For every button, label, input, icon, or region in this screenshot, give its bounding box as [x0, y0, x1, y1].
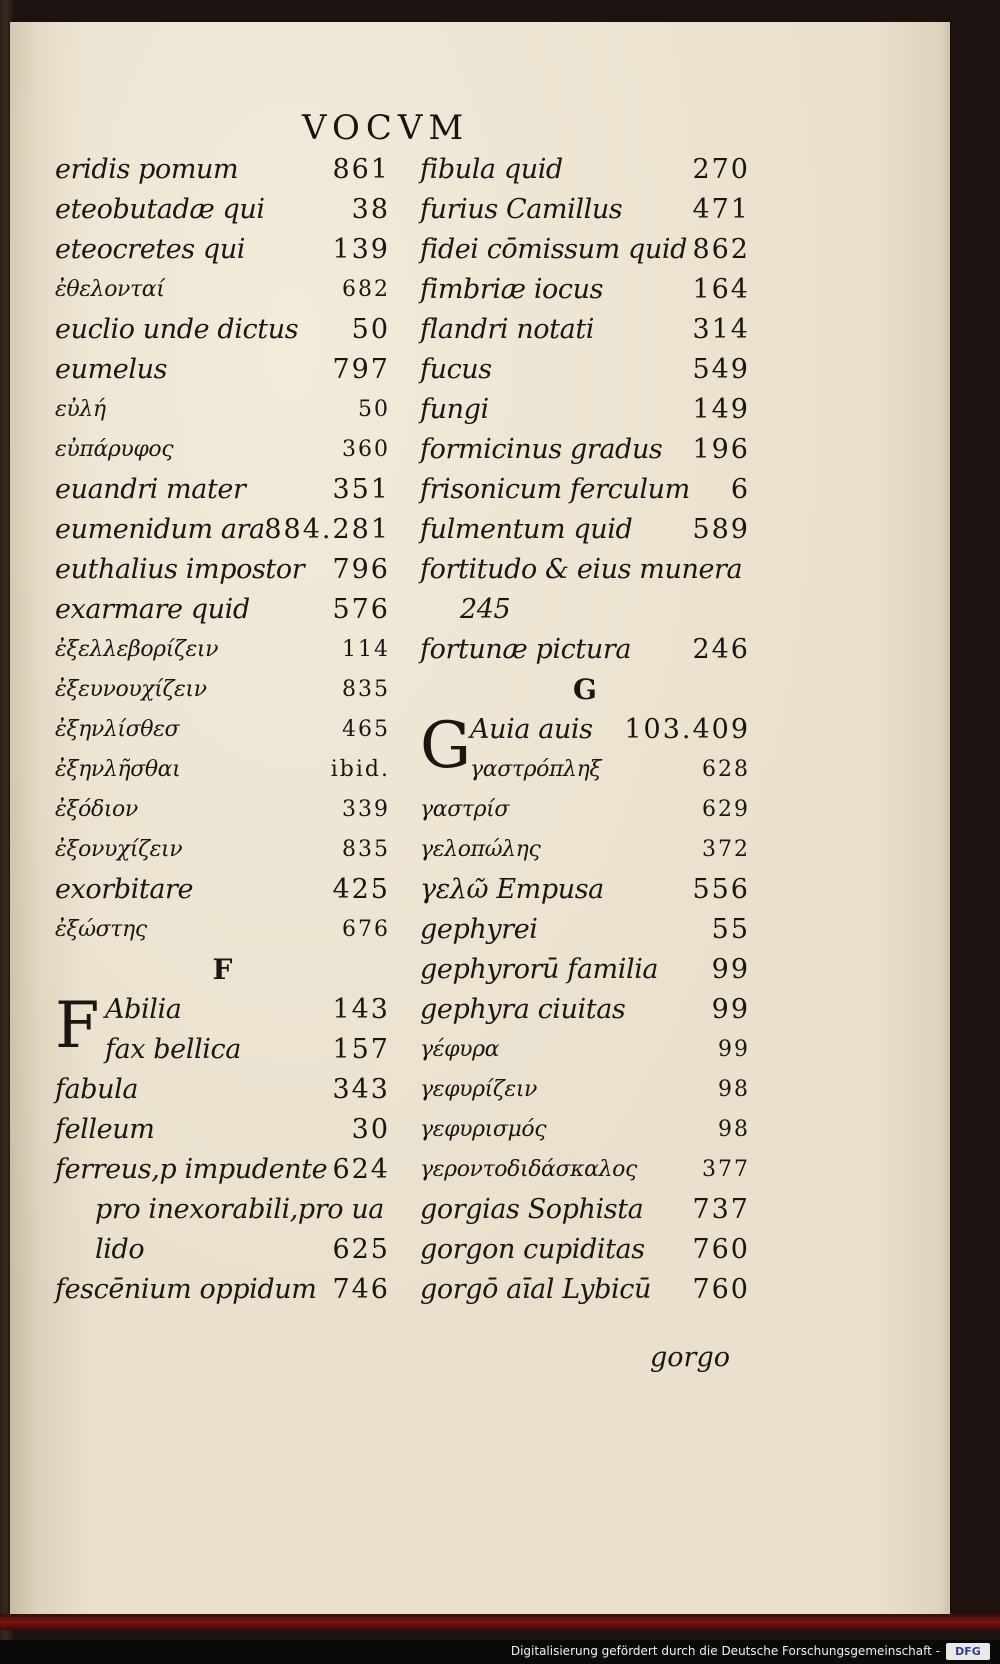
section-entries	[55, 990, 390, 1310]
entry-page-ref: 471	[692, 194, 750, 225]
index-entry	[55, 350, 390, 390]
index-entry	[420, 390, 750, 430]
entry-page-ref: 50	[358, 397, 390, 422]
index-entry	[420, 510, 750, 550]
entry-page-ref: 314	[692, 314, 750, 345]
entry-term: fax bellica	[105, 1034, 241, 1065]
drop-cap: F	[55, 989, 100, 1063]
index-entry	[55, 430, 390, 470]
entry-term: eumelus	[55, 354, 168, 385]
entry-page-ref: 55	[711, 914, 750, 945]
section-letter: F	[212, 953, 233, 986]
entry-term: γελοπώλης	[420, 837, 541, 862]
entry-page-ref: 746	[332, 1274, 390, 1305]
entry-term: εὐλή	[55, 397, 106, 422]
entry-term: felleum	[55, 1114, 155, 1145]
entry-term: exorbitare	[55, 874, 194, 905]
index-entry	[420, 270, 750, 310]
entry-page-ref: 246	[692, 634, 750, 665]
entry-term: ἐξώστης	[55, 917, 147, 942]
entry-term: fungi	[420, 394, 489, 425]
index-entry	[420, 750, 750, 790]
entry-page-ref: 835	[342, 677, 390, 702]
left-column	[55, 150, 390, 1310]
index-entry	[420, 150, 750, 190]
index-entry	[55, 230, 390, 270]
index-entry	[55, 870, 390, 910]
entry-page-ref: 38	[351, 194, 390, 225]
entry-term: ἐξηνλίσθεσ	[55, 717, 180, 742]
entry-term: formicinus gradus	[420, 434, 663, 465]
catchword: gorgo	[650, 1342, 730, 1373]
index-entry	[55, 470, 390, 510]
entry-page-ref: 339	[342, 797, 390, 822]
index-entry	[420, 1270, 750, 1310]
index-entry	[55, 270, 390, 310]
entry-page-ref: 99	[711, 954, 750, 985]
entry-page-ref: 797	[332, 354, 390, 385]
index-entry	[55, 1190, 390, 1230]
entry-page-ref: 425	[332, 874, 390, 905]
index-entry	[55, 750, 390, 790]
entry-page-ref: 760	[692, 1234, 750, 1265]
index-entry	[55, 510, 390, 550]
entry-term: eumenidum ara	[55, 514, 265, 545]
entry-term: γεφυρισμός	[420, 1117, 547, 1142]
entry-term: fulmentum quid	[420, 514, 633, 545]
index-entry	[420, 910, 750, 950]
entry-term: gephyrei	[420, 914, 538, 945]
entry-term: frisonicum ferculum	[420, 474, 690, 505]
entry-term: gorgias Sophista	[420, 1194, 644, 1225]
index-entry	[55, 1230, 390, 1270]
index-entry	[420, 1070, 750, 1110]
index-entry	[420, 790, 750, 830]
entry-term: euthalius impostor	[55, 554, 305, 585]
index-entry	[55, 150, 390, 190]
entry-term: gephyra ciuitas	[420, 994, 626, 1025]
entry-term: fibula quid	[420, 154, 563, 185]
index-entry	[420, 630, 750, 670]
index-entry	[55, 1030, 390, 1070]
entry-term: ferreus,p impudente	[55, 1154, 328, 1185]
funding-note: Digitalisierung gefördert durch die Deutsche Forschungsgemeinschaft -	[510, 1644, 940, 1658]
index-entry	[420, 1030, 750, 1070]
dfg-logo: DFG	[946, 1643, 990, 1660]
entry-term: eteocretes qui	[55, 234, 246, 265]
entry-term: eteobutadæ qui	[55, 194, 265, 225]
index-entry	[420, 830, 750, 870]
index-entry	[420, 1190, 750, 1230]
entry-term: gephyrorū familia	[420, 954, 659, 985]
index-entry	[420, 1230, 750, 1270]
index-entry	[55, 670, 390, 710]
index-entry	[55, 1070, 390, 1110]
entry-term: εὐπάρυφος	[55, 437, 174, 462]
index-entry	[55, 910, 390, 950]
entry-term: ἐξονυχίζειν	[55, 837, 183, 862]
entry-page-ref: 796	[332, 554, 390, 585]
entry-term: gorgō aīal Lybicū	[420, 1274, 651, 1305]
entry-page-ref: 351	[332, 474, 390, 505]
entry-page-ref: 760	[692, 1274, 750, 1305]
entry-term: γαστρίσ	[420, 797, 509, 822]
index-entry	[55, 1110, 390, 1150]
entry-page-ref: 465	[342, 717, 390, 742]
entry-page-ref: 149	[692, 394, 750, 425]
entry-term: γελῶ Empusa	[420, 874, 604, 905]
entry-term: flandri notati	[420, 314, 595, 345]
entry-page-ref: 99	[718, 1037, 750, 1062]
entry-page-ref: 737	[692, 1194, 750, 1225]
entry-term: γαστρόπληξ	[470, 757, 602, 782]
entry-page-ref: 114	[342, 637, 390, 662]
index-entry	[55, 590, 390, 630]
index-entry	[55, 830, 390, 870]
entry-page-ref: 98	[718, 1117, 750, 1142]
entry-page-ref: 624	[332, 1154, 390, 1185]
index-entry	[55, 190, 390, 230]
entry-term: euandri mater	[55, 474, 246, 505]
index-entry	[55, 550, 390, 590]
entry-term: ἐξευνουχίζειν	[55, 677, 207, 702]
index-entry	[55, 1270, 390, 1310]
entry-term: eridis pomum	[55, 154, 239, 185]
entry-page-ref: 682	[342, 277, 390, 302]
entry-term: fimbriæ iocus	[420, 274, 604, 305]
index-entry	[55, 790, 390, 830]
index-entry	[55, 990, 390, 1030]
index-entry	[55, 310, 390, 350]
footer-bar	[0, 1640, 1000, 1664]
index-entry	[420, 1150, 750, 1190]
entry-term: furius Camillus	[420, 194, 623, 225]
index-entry	[420, 470, 750, 510]
right-column	[420, 150, 750, 1310]
index-entry	[420, 550, 750, 590]
entry-term: γεφυρίζειν	[420, 1077, 538, 1102]
entry-term: fabula	[55, 1074, 139, 1105]
entry-page-ref: 628	[702, 757, 750, 782]
entry-page-ref: 377	[702, 1157, 750, 1182]
entry-page-ref: 50	[351, 314, 390, 345]
index-entry	[420, 230, 750, 270]
entry-page-ref: 99	[711, 994, 750, 1025]
entry-term: gorgon cupiditas	[420, 1234, 645, 1265]
drop-cap: G	[420, 709, 472, 783]
entry-page-ref: 629	[702, 797, 750, 822]
entry-page-ref: 372	[702, 837, 750, 862]
entry-term: 245	[460, 594, 511, 625]
index-entry	[55, 390, 390, 430]
entry-term: γέφυρα	[420, 1037, 500, 1062]
entry-page-ref: 139	[332, 234, 390, 265]
entry-term: fidei cōmissum quid	[420, 234, 688, 265]
entry-page-ref: 6	[730, 474, 750, 505]
index-entry	[420, 870, 750, 910]
section-entries	[420, 710, 750, 1310]
entry-term: fortitudo & eius munera	[420, 554, 743, 585]
entry-page-ref: 343	[332, 1074, 390, 1105]
entry-term: fescēnium oppidum	[55, 1274, 317, 1305]
index-entry	[420, 430, 750, 470]
index-entry	[55, 710, 390, 750]
entry-term: Auia auis	[470, 714, 593, 745]
entry-page-ref: ibid.	[330, 757, 390, 782]
entry-page-ref: 861	[332, 154, 390, 185]
index-entry	[420, 1110, 750, 1150]
entry-page-ref: 835	[342, 837, 390, 862]
entry-page-ref: 270	[692, 154, 750, 185]
index-entry	[420, 990, 750, 1030]
index-entry	[420, 190, 750, 230]
entry-page-ref: 30	[351, 1114, 390, 1145]
entry-term: ἐξελλεβορίζειν	[55, 637, 219, 662]
entry-page-ref: 625	[332, 1234, 390, 1265]
entry-page-ref: 157	[332, 1034, 390, 1065]
index-entry	[55, 1150, 390, 1190]
entry-term: euclio unde dictus	[55, 314, 299, 345]
entry-page-ref: 549	[692, 354, 750, 385]
index-entry	[420, 950, 750, 990]
entry-term: ἐξηνλῆσθαι	[55, 757, 181, 782]
entry-term: ἐξόδιον	[55, 797, 138, 822]
entry-term: γεροντοδιδάσκαλος	[420, 1157, 637, 1182]
entry-page-ref: 103.409	[624, 714, 750, 745]
entry-page-ref: 676	[342, 917, 390, 942]
page-heading: VOCVM	[302, 108, 470, 148]
entry-term: fucus	[420, 354, 492, 385]
entry-page-ref: 589	[692, 514, 750, 545]
entry-page-ref: 556	[692, 874, 750, 905]
entry-page-ref: 360	[342, 437, 390, 462]
entry-term: lido	[95, 1234, 145, 1265]
entry-page-ref: 862	[692, 234, 750, 265]
index-entry	[420, 590, 750, 630]
index-entry	[420, 310, 750, 350]
entry-term: Abilia	[105, 994, 182, 1025]
entry-term: pro inexorabili,pro ua	[95, 1194, 385, 1225]
entry-page-ref: 164	[692, 274, 750, 305]
binding-edge	[0, 1614, 1000, 1630]
index-entry	[55, 630, 390, 670]
section-letter: G	[573, 673, 597, 706]
entry-page-ref: 98	[718, 1077, 750, 1102]
entry-page-ref: 884.281	[264, 514, 390, 545]
entry-term: exarmare quid	[55, 594, 250, 625]
entry-term: ἐθελονταί	[55, 277, 165, 302]
entry-term: fortunæ pictura	[420, 634, 632, 665]
entry-page-ref: 143	[332, 994, 390, 1025]
index-entry	[420, 350, 750, 390]
entry-page-ref: 196	[692, 434, 750, 465]
index-entry	[420, 710, 750, 750]
entry-page-ref: 576	[332, 594, 390, 625]
